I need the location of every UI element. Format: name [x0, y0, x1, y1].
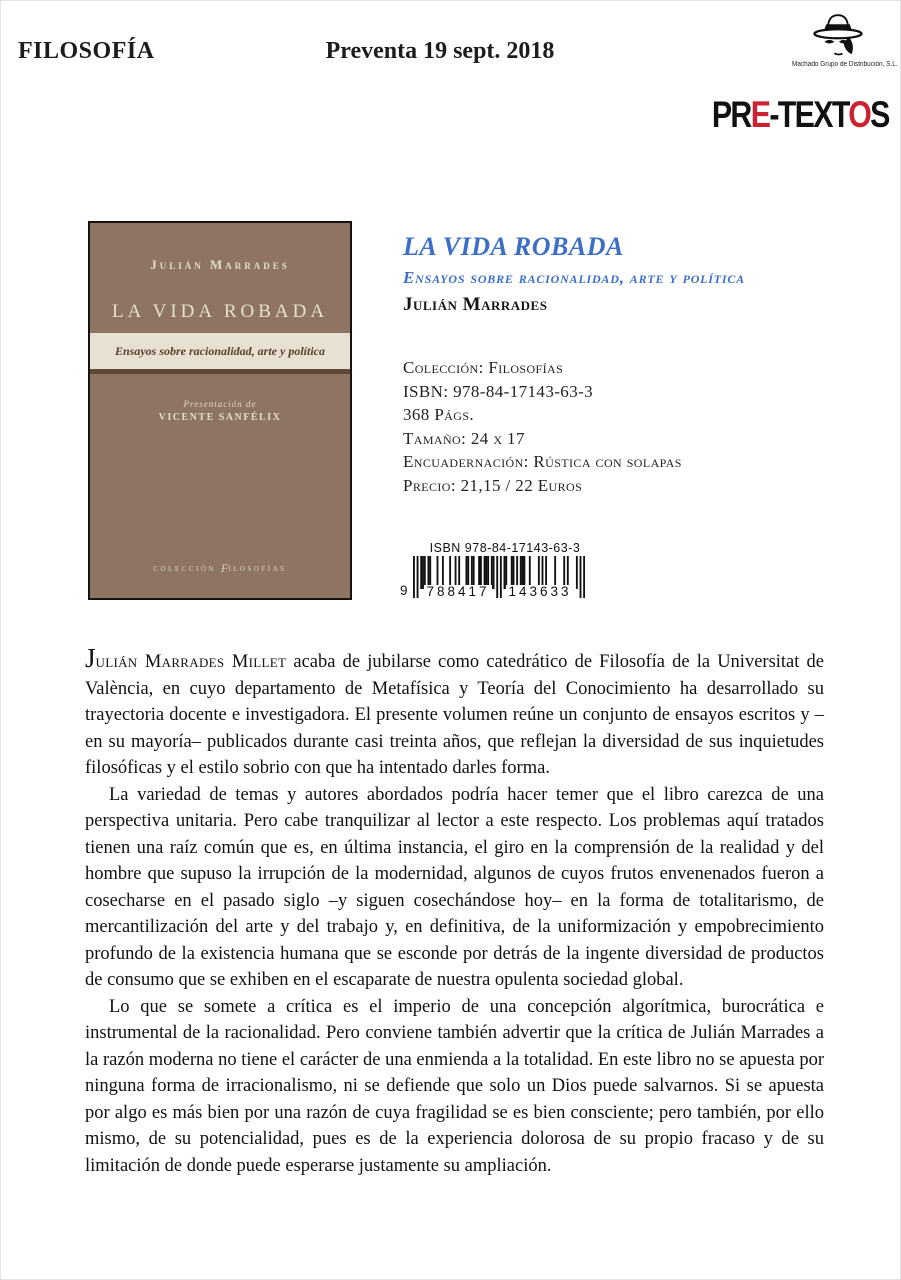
- book-details-list: [403, 356, 682, 497]
- barcode-digits-right: 143633: [508, 584, 572, 599]
- book-title: LA VIDA ROBADA: [403, 232, 624, 261]
- pretextos-logo-part: S: [870, 94, 889, 135]
- book-subtitle: Ensayos sobre racionalidad, arte y política: [403, 268, 745, 287]
- description-paragraph-3: Lo que se somete a crítica es el imperio de una concepción algorítmica, burocrática e instrumental de la racionalidad. Pero conviene también advertir que la crítica de Julián Marrades a la razón moderna no tiene el carácter de una enmienda a la totalidad. En este libro no se apuesta por ninguna forma de irracionalismo, ni se defiende que solo un Dios puede salvarnos. Si se apuesta por algo es más bien por una razón de cuya fragilidad se es bien consciente; pero también, por ello mismo, de su potencialidad, pues es de la experiencia dolorosa de su propio fracaso y de su limitación de donde puede esperarse justamente su ampliación.: [85, 996, 824, 1176]
- detail-collection: Colección: Filosofías: [403, 358, 564, 377]
- cover-title: LA VIDA ROBADA: [111, 301, 329, 322]
- cover-collection-label: colección: [153, 563, 221, 574]
- pretextos-logo-part: O: [848, 94, 871, 135]
- distributor-name: Machado Grupo de Distribución, S.L.: [792, 61, 898, 68]
- detail-size: Tamaño: 24 x 17: [403, 428, 525, 448]
- lead-initial: J: [85, 643, 96, 673]
- barcode-isbn-label: ISBN 978-84-17143-63-3: [429, 541, 581, 555]
- pretextos-logo-part: PR: [712, 94, 751, 135]
- barcode-digits: [417, 585, 581, 598]
- machado-face-icon: [809, 12, 867, 60]
- barcode-digits-left: 788417: [426, 584, 490, 599]
- detail-pages: 368 Págs.: [403, 405, 475, 424]
- cover-subtitle: Ensayos sobre racionalidad, arte y política: [115, 343, 325, 358]
- cover-subtitle-band: [90, 333, 350, 374]
- pretextos-logo-part: -TEXT: [769, 94, 849, 135]
- barcode-digit-prefix: 9: [400, 583, 408, 598]
- description-paragraph-1: [85, 645, 824, 782]
- cover-collection-name: ilosofías: [228, 563, 287, 574]
- description-paragraph-2: La variedad de temas y autores abordados podría hacer temer que el libro carezca de una perspectiva unitaria. Pero cabe tranquilizar al lector a este respecto. Los problemas aquí tratados tienen una raíz común que es, en última instancia, el giro en la comprensión de la realidad y del hombre que supuso la irrupción de la modernidad, algunos de cuyos frutos envenenados fueron a cosecharse en el pasado siglo –y siguen cosechándose hoy– en la forma de totalitarismo, de mercantilización del arte y del trabajo y, en definitiva, de la uniformización y empobrecimiento profundo de la existencia humana que se esconde por detrás de la ingente diversidad de productos de consumo que se exhiben en el escaparate de nuestra opulenta sociedad global.: [85, 784, 824, 990]
- cover-author: Julián Marrades: [150, 257, 290, 272]
- paragraph-text: acaba de jubilarse como catedrático de Filosofía de la Universitat de València, en cuyo departamento de Metafísica y Teoría del Conocimiento ha desarrollado su trayectoria docente e investigadora. El presente volumen reúne un conjunto de ensayos escritos y –en su mayoría– publicados durante casi treinta años, que reflejan la diversidad de sus inquietudes filosóficas y el estilo sobrio con que ha intentado darles forma.: [85, 652, 825, 778]
- lead-author-name: ulián Marrades Millet: [95, 652, 287, 672]
- barcode: [398, 541, 598, 598]
- cover-presenter: VICENTE SANFÉLIX: [158, 412, 282, 423]
- detail-binding: Encuadernación: Rústica con solapas: [403, 452, 682, 471]
- cover-presentation-label: Presentación de: [183, 399, 257, 409]
- book-cover: [88, 221, 352, 600]
- machado-logo: [788, 12, 898, 68]
- detail-isbn: ISBN: 978-84-17143-63-3: [403, 381, 594, 401]
- barcode-bars-row: [400, 556, 585, 599]
- detail-price: Precio: 21,15 / 22 Euros: [403, 475, 583, 495]
- presale-date-heading: Preventa 19 sept. 2018: [325, 38, 555, 64]
- book-description: [85, 645, 824, 1179]
- cover-collection-line: [90, 556, 350, 576]
- cover-collection-initial: f: [220, 557, 229, 576]
- pretextos-logo-part: E: [750, 94, 770, 135]
- pretextos-logo: [712, 96, 889, 133]
- book-author: Julián Marrades: [403, 294, 548, 315]
- category-heading: FILOSOFÍA: [18, 38, 155, 64]
